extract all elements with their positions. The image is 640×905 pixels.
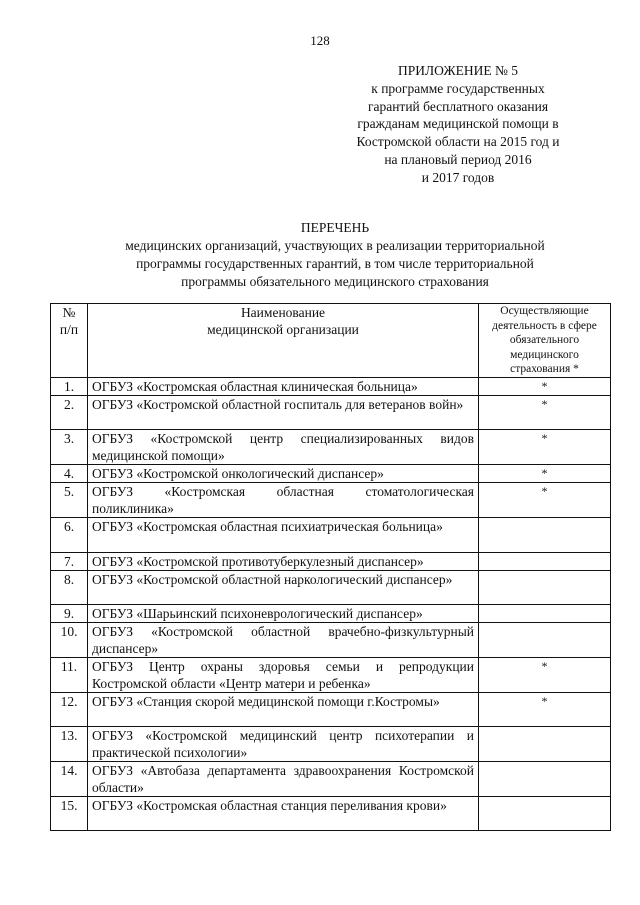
organization-name: ОГБУЗ «Шарьинский психоневрологический диспансер» — [88, 604, 479, 622]
header-name — [88, 304, 479, 378]
header-oms-line: деятельность в сфере — [492, 319, 597, 332]
row-number: 10. — [51, 622, 88, 657]
oms-mark — [479, 622, 611, 657]
row-number: 13. — [51, 726, 88, 761]
oms-mark: * — [479, 657, 611, 692]
appendix-line: Костромской области на 2015 год и — [356, 134, 560, 150]
row-number: 4. — [51, 464, 88, 482]
organizations-table — [50, 303, 611, 831]
oms-mark: * — [479, 464, 611, 482]
oms-mark: * — [479, 482, 611, 517]
table-row — [51, 692, 611, 726]
organization-name: ОГБУЗ «Костромская областная станция переливания крови» — [88, 796, 479, 830]
appendix-line: гражданам медицинской помощи в — [357, 116, 559, 132]
organization-name: ОГБУЗ «Станция скорой медицинской помощи г.Костромы» — [88, 692, 479, 726]
list-title-line: медицинских организаций, участвующих в реализации территориальной — [125, 238, 545, 253]
header-oms — [479, 304, 611, 378]
list-title-line: программы государственных гарантий, в том числе территориальной — [136, 256, 534, 271]
table-row — [51, 796, 611, 830]
row-number: 6. — [51, 517, 88, 552]
list-title-line: программы обязательного медицинского страхования — [181, 274, 489, 289]
organization-name: ОГБУЗ «Костромская областная клиническая больница» — [88, 377, 479, 395]
oms-mark: * — [479, 395, 611, 429]
organization-name: ОГБУЗ «Костромская областная психиатрическая больница» — [88, 517, 479, 552]
table-row — [51, 517, 611, 552]
row-number: 12. — [51, 692, 88, 726]
organization-name: ОГБУЗ «Костромской центр специализированных видов медицинской помощи» — [88, 429, 479, 464]
header-number-line2: п/п — [59, 322, 79, 337]
row-number: 9. — [51, 604, 88, 622]
header-number — [51, 304, 88, 378]
organization-name: ОГБУЗ «Костромской областной врачебно-физкультурный диспансер» — [88, 622, 479, 657]
oms-mark: * — [479, 429, 611, 464]
header-oms-line: медицинского — [510, 348, 579, 361]
header-name-line2: медицинской организации — [207, 322, 359, 337]
appendix-line: ПРИЛОЖЕНИЕ № 5 — [397, 63, 519, 78]
table-row — [51, 622, 611, 657]
table-row — [51, 726, 611, 761]
table-header-row — [51, 304, 611, 378]
table-row — [51, 482, 611, 517]
table-row — [51, 552, 611, 570]
appendix-line: и 2017 годов — [421, 169, 495, 185]
oms-mark — [479, 761, 611, 796]
appendix-line: на плановый период 2016 — [384, 151, 532, 167]
oms-mark: * — [479, 692, 611, 726]
table-row — [51, 570, 611, 604]
list-title — [60, 219, 610, 291]
row-number: 8. — [51, 570, 88, 604]
appendix-line: гарантий бесплатного оказания — [367, 98, 549, 114]
oms-mark — [479, 726, 611, 761]
organization-name: ОГБУЗ «Автобаза департамента здравоохранения Костромской области» — [88, 761, 479, 796]
list-heading: ПЕРЕЧЕНЬ — [300, 220, 370, 235]
organization-name: ОГБУЗ Центр охраны здоровья семьи и репродукции Костромской области «Центр матери и ребенка» — [88, 657, 479, 692]
header-oms-line: Осуществляющие — [500, 305, 589, 317]
oms-mark — [479, 570, 611, 604]
organization-name: ОГБУЗ «Костромская областная стоматологическая поликлиника» — [88, 482, 479, 517]
organization-name: ОГБУЗ «Костромской медицинский центр психотерапии и практической психологии» — [88, 726, 479, 761]
page-number: 128 — [310, 33, 330, 48]
oms-mark — [479, 517, 611, 552]
appendix-header — [330, 62, 586, 187]
table-row — [51, 761, 611, 796]
table-row — [51, 657, 611, 692]
oms-mark — [479, 604, 611, 622]
oms-mark — [479, 796, 611, 830]
row-number: 1. — [51, 377, 88, 395]
oms-mark — [479, 552, 611, 570]
header-oms-line: обязательного — [509, 334, 580, 347]
row-number: 3. — [51, 429, 88, 464]
appendix-line: к программе государственных — [371, 80, 545, 96]
header-number-line1: № — [62, 305, 76, 320]
oms-mark: * — [479, 377, 611, 395]
organization-name: ОГБУЗ «Костромской онкологический диспансер» — [88, 464, 479, 482]
row-number: 5. — [51, 482, 88, 517]
row-number: 2. — [51, 395, 88, 429]
header-oms-line: страхования * — [510, 363, 579, 376]
row-number: 11. — [51, 657, 88, 692]
table-row — [51, 464, 611, 482]
table-row — [51, 604, 611, 622]
row-number: 7. — [51, 552, 88, 570]
row-number: 15. — [51, 796, 88, 830]
header-name-line1: Наименование — [240, 305, 326, 320]
table-row — [51, 377, 611, 395]
organization-name: ОГБУЗ «Костромской областной наркологический диспансер» — [88, 570, 479, 604]
table-row — [51, 395, 611, 429]
organization-name: ОГБУЗ «Костромской противотуберкулезный диспансер» — [88, 552, 479, 570]
table-row — [51, 429, 611, 464]
row-number: 14. — [51, 761, 88, 796]
organization-name: ОГБУЗ «Костромской областной госпиталь для ветеранов войн» — [88, 395, 479, 429]
